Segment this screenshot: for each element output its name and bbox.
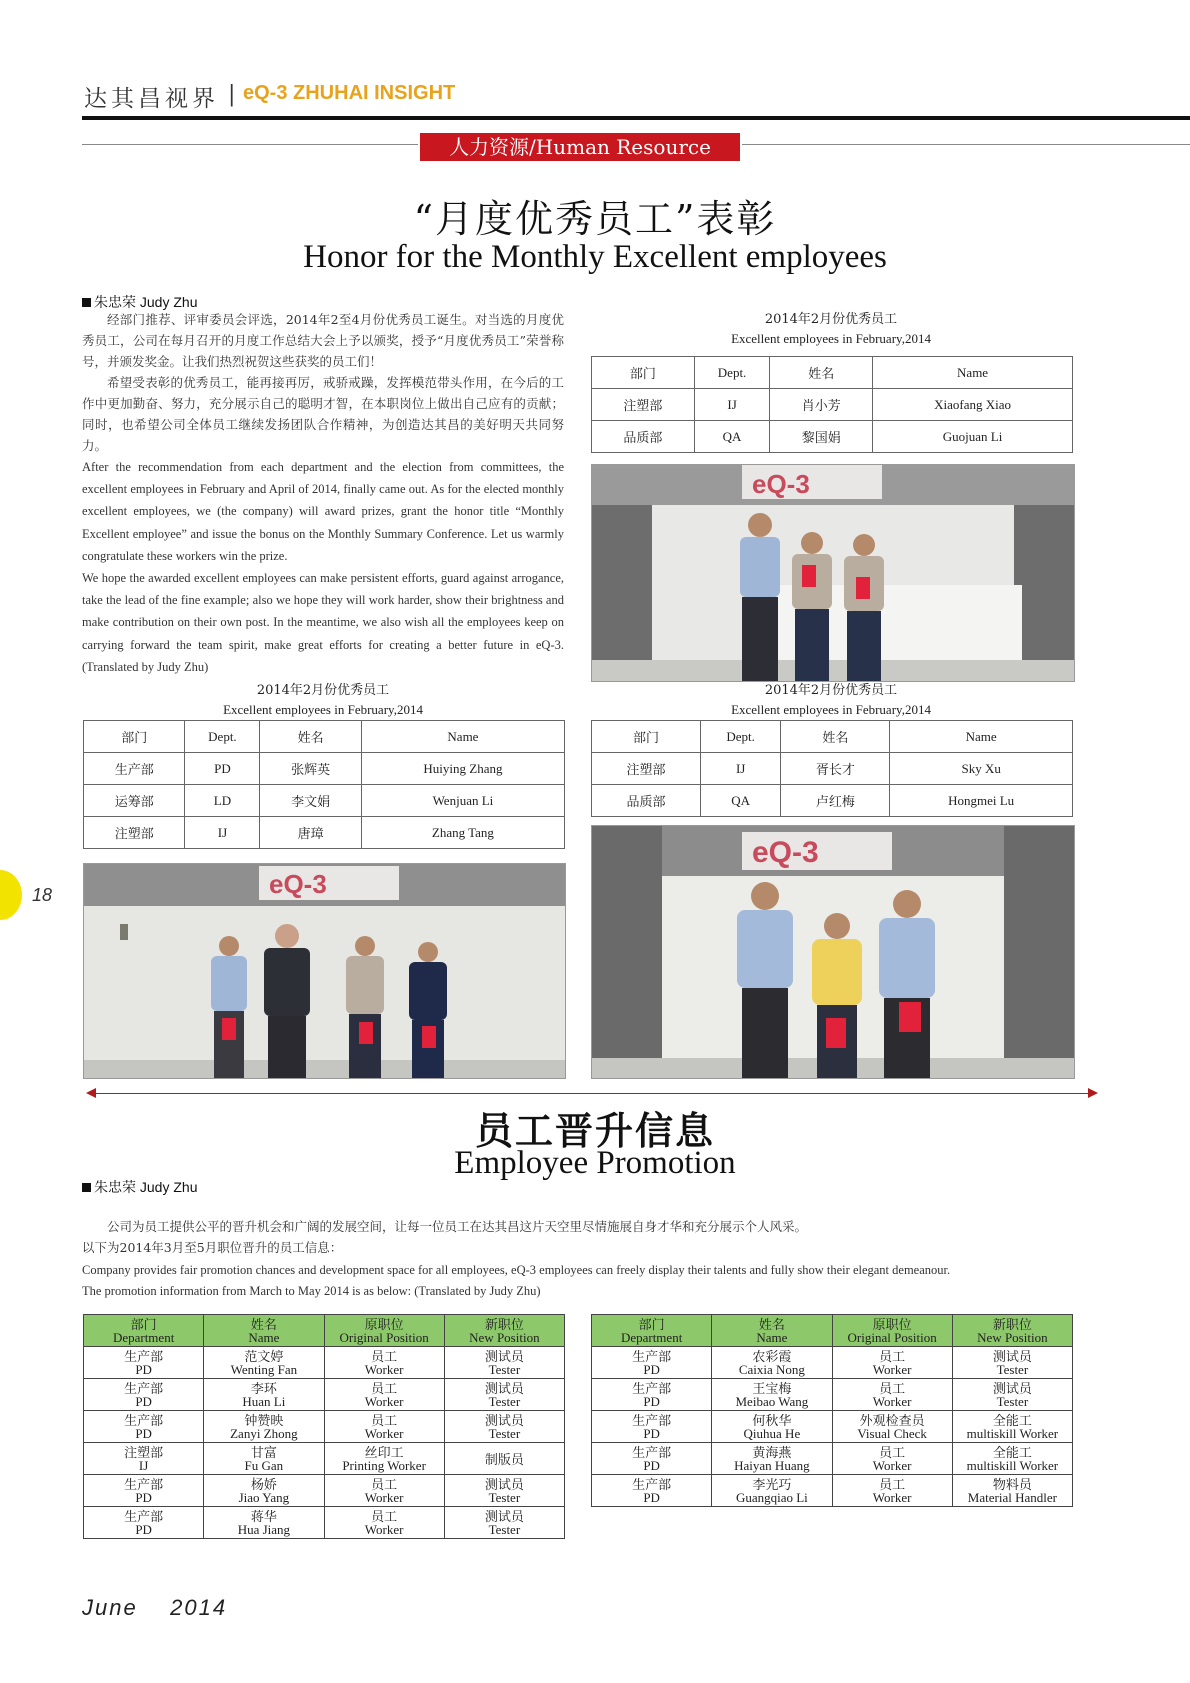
cell-cn: 杨娇 (250, 1477, 277, 1492)
byline-text: 朱忠荣 Judy Zhu (94, 294, 198, 310)
cell-en: Original Position (847, 1330, 937, 1345)
table-header-row (592, 721, 1073, 753)
award-photo-3-drawing (592, 826, 1074, 1078)
cell-cn: 测试员 (484, 1509, 524, 1524)
award-table-3 (591, 720, 1073, 817)
award-photo-2 (83, 863, 566, 1079)
issue-month: June (82, 1595, 138, 1620)
byline-square-icon (82, 1183, 91, 1192)
promotion-title-cn: 员工晋升信息 (474, 1108, 715, 1153)
table-cell (712, 1411, 832, 1443)
table-cell (444, 1315, 564, 1347)
cell-cn: 生产部 (124, 1509, 164, 1524)
table-cell (592, 1347, 712, 1379)
cell-cn: 部门 (638, 1317, 665, 1332)
cell-en: PD (643, 1426, 660, 1441)
cell-cn: 测试员 (484, 1381, 524, 1396)
person-figure (844, 534, 884, 681)
table-cell (204, 1475, 324, 1507)
byline (82, 1177, 197, 1197)
cell-cn: 生产部 (124, 1381, 164, 1396)
cell-en: New Position (469, 1330, 540, 1345)
intro-cn-1: 公司为员工提供公平的晋升机会和广阔的发展空间，让每一位员工在达其昌这片天空里尽情施展自身才华和充分展示个人风采。 (107, 1219, 808, 1234)
table-row (84, 817, 565, 849)
table-caption-en: Excellent employees in February,2014 (223, 702, 423, 717)
cell-cn: 生产部 (632, 1477, 672, 1492)
table-cell (84, 1347, 204, 1379)
table-cell: Zhang Tang (361, 817, 564, 849)
table-row (592, 1379, 1073, 1411)
cell-cn: 员工 (879, 1381, 906, 1396)
table-cell: QA (694, 421, 770, 453)
table-row (84, 1411, 565, 1443)
table-cell (84, 1475, 204, 1507)
cell-en: Tester (488, 1426, 521, 1441)
arrow-left-icon (86, 1088, 96, 1098)
cell-en: PD (135, 1490, 152, 1505)
header-cell: 部门 (84, 721, 185, 753)
cell-cn: 钟赞映 (244, 1413, 284, 1428)
table-cell (324, 1315, 444, 1347)
header-cell: 姓名 (260, 721, 361, 753)
award-photo-1-drawing (592, 465, 1074, 681)
table-cell: PD (185, 753, 260, 785)
byline-square-icon (82, 298, 91, 307)
cell-en: PD (135, 1394, 152, 1409)
table-row (84, 785, 565, 817)
cell-en: Department (620, 1330, 683, 1345)
cell-cn: 员工 (371, 1477, 398, 1492)
header-cell: 姓名 (770, 357, 873, 389)
cell-en: Meibao Wang (735, 1394, 809, 1409)
byline-text: 朱忠荣 Judy Zhu (94, 1179, 198, 1195)
paragraph-cn-2: 希望受表彰的优秀员工，能再接再厉，戒骄戒躁，发挥模范带头作用，在今后的工作中更加勤奋、努力，充分展示自己的聪明才智，在本职岗位上做出自己应有的贡献；同时，也希望公司全体员工继续发扬团队合作精神，为创造达其昌的美好明天共同努力。 (82, 375, 564, 453)
section-tag: 人力资源/Human Resource (420, 133, 740, 161)
issue-year: 2014 (170, 1595, 228, 1620)
table-cell (952, 1443, 1072, 1475)
table-header-row (84, 721, 565, 753)
header-separator: | (228, 82, 236, 107)
cell-cn: 注塑部 (124, 1445, 164, 1460)
cell-en: Worker (364, 1426, 404, 1441)
header-cell: Name (890, 721, 1073, 753)
cell-cn: 测试员 (992, 1349, 1032, 1364)
section-divider (92, 1093, 1092, 1094)
table-cell: 肖小芳 (770, 389, 873, 421)
table-cell (592, 1443, 712, 1475)
paragraph-en-1: After the recommendation from each department and the election from committees, the excellent employees in February and April of 2014, finally came out. As for the elected monthly excellent employees, we (the company) will award prizes, grant the honor title “Monthly Excellent employee” and issue the bonus on the Monthly Summary Conference. Let us warmly congratulate these workers win the prize. (82, 460, 564, 563)
cell-en: Fu Gan (244, 1458, 284, 1473)
cell-en: Qiuhua He (743, 1426, 801, 1441)
cell-en: Worker (364, 1362, 404, 1377)
cell-cn: 制版员 (484, 1451, 524, 1467)
issue-date (82, 1595, 227, 1621)
cell-cn: 生产部 (124, 1413, 164, 1428)
cell-cn: 测试员 (992, 1381, 1032, 1396)
table-cell (84, 1507, 204, 1539)
table-cell: Hongmei Lu (890, 785, 1073, 817)
table-cell: IJ (700, 753, 780, 785)
cell-cn: 李环 (250, 1381, 277, 1396)
table-cell (444, 1475, 564, 1507)
table-cell (952, 1411, 1072, 1443)
photo-logo-text: eQ-3 (752, 469, 810, 499)
intro-en-1: Company provides fair promotion chances and development space for all employees, eQ-3 employees can freely display their talents and fully show their elegant demeanour. (82, 1263, 951, 1277)
cell-en: Visual Check (857, 1426, 927, 1441)
table-cell (712, 1443, 832, 1475)
cell-cn: 生产部 (632, 1413, 672, 1428)
cell-cn: 原职位 (872, 1317, 912, 1332)
person-figure (409, 942, 447, 1078)
cell-en: New Position (977, 1330, 1048, 1345)
cell-cn: 新职位 (992, 1317, 1032, 1332)
table-caption-cn: 2014年2月份优秀员工 (764, 312, 898, 327)
cell-cn: 生产部 (632, 1381, 672, 1396)
award-photo-2-drawing (84, 864, 565, 1078)
cell-cn: 外观检查员 (859, 1413, 925, 1428)
table-cell (324, 1411, 444, 1443)
table-cell (592, 1379, 712, 1411)
promotion-title-en: Employee Promotion (454, 1145, 736, 1181)
table-cell (84, 1411, 204, 1443)
cell-en: Huan Li (242, 1394, 286, 1409)
cell-en: Tester (488, 1394, 521, 1409)
cell-cn: 李光巧 (752, 1477, 792, 1492)
table-cell: 生产部 (84, 753, 185, 785)
cell-en: Tester (488, 1490, 521, 1505)
table-cell: 胥长才 (781, 753, 890, 785)
table-row (84, 1443, 565, 1475)
award-photo-3 (591, 825, 1075, 1079)
cell-cn: 范文婷 (244, 1349, 284, 1364)
cell-cn: 生产部 (124, 1349, 164, 1364)
cell-en: PD (135, 1362, 152, 1377)
person-figure (740, 513, 780, 681)
cell-en: Department (112, 1330, 175, 1345)
table-cell (204, 1411, 324, 1443)
cell-cn: 何秋华 (752, 1413, 792, 1428)
table-cell: IJ (185, 817, 260, 849)
arrow-right-icon (1088, 1088, 1098, 1098)
table-cell (832, 1411, 952, 1443)
cell-cn: 生产部 (632, 1349, 672, 1364)
cell-cn: 甘富 (250, 1445, 277, 1460)
table-row (84, 1347, 565, 1379)
header-cell: Dept. (694, 357, 770, 389)
cell-cn: 新职位 (484, 1317, 524, 1332)
photo-logo-text: eQ-3 (269, 869, 327, 899)
table-cell: 黎国娟 (770, 421, 873, 453)
magazine-title-en: eQ-3 ZHUHAI INSIGHT (243, 82, 456, 104)
intro-cn-2: 以下为2014年3月至5月职位晋升的员工信息： (82, 1240, 343, 1255)
header-cell: 姓名 (781, 721, 890, 753)
table-cell: 注塑部 (592, 753, 701, 785)
table-cell: LD (185, 785, 260, 817)
cell-en: Worker (872, 1362, 912, 1377)
table-row (84, 1507, 565, 1539)
table-cell (324, 1475, 444, 1507)
table-caption-cn: 2014年2月份优秀员工 (256, 683, 390, 698)
cell-en: Worker (872, 1394, 912, 1409)
cell-cn: 丝印工 (364, 1445, 404, 1460)
table-cell (444, 1411, 564, 1443)
page-number: 18 (32, 885, 53, 905)
table-row (84, 1379, 565, 1411)
table-cell: Huiying Zhang (361, 753, 564, 785)
header-cell: 部门 (592, 721, 701, 753)
table-cell (444, 1507, 564, 1539)
table-cell (204, 1347, 324, 1379)
paragraph-cn-1: 经部门推荐、评审委员会评选，2014年2至4月份优秀员工诞生。对当选的月度优秀员工，公司在每月召开的月度工作总结大会上予以颁奖，授予“月度优秀员工”荣誉称号，并颁发奖金。让我们热烈祝贺这些获奖的员工们！ (82, 312, 564, 369)
cell-en: Zanyi Zhong (230, 1426, 298, 1441)
cell-en: Tester (996, 1362, 1029, 1377)
award-table-2 (83, 720, 565, 849)
cell-cn: 员工 (879, 1349, 906, 1364)
cell-cn: 测试员 (484, 1413, 524, 1428)
table-cell (832, 1443, 952, 1475)
cell-en: Name (756, 1330, 788, 1345)
article-title-cn: “月度优秀员工”表彰 (413, 197, 777, 241)
table-row (592, 1475, 1073, 1507)
cell-cn: 姓名 (250, 1317, 277, 1332)
cell-cn: 农彩霞 (752, 1349, 792, 1364)
table-cell: Sky Xu (890, 753, 1073, 785)
person-figure (211, 936, 247, 1078)
article-body (82, 309, 564, 678)
cell-cn: 姓名 (758, 1317, 785, 1332)
cell-cn: 员工 (371, 1349, 398, 1364)
paragraph-en-2: We hope the awarded excellent employees can make persistent efforts, guard against arrogance, take the lead of the fine example; also we hope they will work harder, show their brightness and make contribution on their own post. In the meantime, we also wish all the employees keep on carrying forward the team spirit, make great efforts for creating a better future in eQ-3. (Translated by Judy Zhu) (82, 571, 564, 674)
magazine-title-cn: 达其昌视界 (84, 86, 219, 112)
award-table-1 (591, 356, 1073, 453)
intro-en-2: The promotion information from March to May 2014 is as below: (Translated by Judy Zhu) (82, 1284, 541, 1298)
cell-cn: 员工 (371, 1381, 398, 1396)
table-cell (832, 1347, 952, 1379)
award-photo-1 (591, 464, 1075, 682)
cell-cn: 测试员 (484, 1477, 524, 1492)
table-cell (444, 1347, 564, 1379)
table-cell: Wenjuan Li (361, 785, 564, 817)
cell-en: Name (248, 1330, 280, 1345)
table-cell (444, 1379, 564, 1411)
cell-cn: 原职位 (364, 1317, 404, 1332)
table-cell: Guojuan Li (873, 421, 1073, 453)
table-row (592, 389, 1073, 421)
cell-en: PD (135, 1522, 152, 1537)
table-cell (324, 1379, 444, 1411)
table-row (592, 753, 1073, 785)
table-row (592, 421, 1073, 453)
person-figure (879, 890, 935, 1078)
cell-en: IJ (138, 1458, 149, 1473)
cell-en: Hua Jiang (237, 1522, 291, 1537)
table-cell (952, 1475, 1072, 1507)
table-cell (832, 1315, 952, 1347)
cell-en: Printing Worker (342, 1458, 426, 1473)
cell-cn: 物料员 (992, 1477, 1032, 1492)
table-header-row (592, 357, 1073, 389)
table-cell (832, 1475, 952, 1507)
table-row (592, 785, 1073, 817)
table-cell: QA (700, 785, 780, 817)
table-cell (592, 1475, 712, 1507)
table-header-row (592, 1315, 1073, 1347)
photo-logo-text: eQ-3 (752, 836, 819, 869)
table-cell (324, 1347, 444, 1379)
table-cell (712, 1475, 832, 1507)
table-cell: 卢红梅 (781, 785, 890, 817)
header-cell: Name (361, 721, 564, 753)
cell-cn: 员工 (371, 1509, 398, 1524)
cell-cn: 员工 (371, 1413, 398, 1428)
cell-en: PD (643, 1362, 660, 1377)
cell-cn: 黄海燕 (752, 1445, 792, 1460)
table-cell: 品质部 (592, 421, 695, 453)
cell-en: Guangqiao Li (735, 1490, 808, 1505)
table-caption-en: Excellent employees in February,2014 (731, 331, 931, 346)
cell-cn: 生产部 (124, 1477, 164, 1492)
promotion-intro (82, 1216, 1082, 1302)
cell-en: Worker (872, 1458, 912, 1473)
cell-en: Tester (996, 1394, 1029, 1409)
cell-en: Worker (364, 1490, 404, 1505)
cell-en: multiskill Worker (966, 1426, 1059, 1441)
cell-en: PD (135, 1426, 152, 1441)
table-cell (84, 1315, 204, 1347)
table-header-row (84, 1315, 565, 1347)
header-cell: Dept. (700, 721, 780, 753)
table-row (84, 1475, 565, 1507)
table-cell (712, 1315, 832, 1347)
table-cell (204, 1443, 324, 1475)
header-rule (82, 116, 1190, 120)
header-cell: 部门 (592, 357, 695, 389)
table-cell (592, 1315, 712, 1347)
table-cell: 张辉英 (260, 753, 361, 785)
table-cell (204, 1379, 324, 1411)
table-cell (84, 1379, 204, 1411)
table-cell: 运筹部 (84, 785, 185, 817)
table-cell: 唐璋 (260, 817, 361, 849)
cell-en: Jiao Yang (238, 1490, 290, 1505)
header-cell: Name (873, 357, 1073, 389)
person-figure (346, 936, 384, 1078)
cell-cn: 部门 (130, 1317, 157, 1332)
promotion-table-left (83, 1314, 565, 1539)
cell-en: Worker (872, 1490, 912, 1505)
table-cell (712, 1379, 832, 1411)
table-cell (592, 1411, 712, 1443)
table-cell: IJ (694, 389, 770, 421)
table-cell: Xiaofang Xiao (873, 389, 1073, 421)
cell-en: Haiyan Huang (734, 1458, 810, 1473)
cell-en: Worker (364, 1522, 404, 1537)
cell-en: Material Handler (967, 1490, 1057, 1505)
table-cell: 注塑部 (84, 817, 185, 849)
table-cell: 注塑部 (592, 389, 695, 421)
cell-cn: 员工 (879, 1445, 906, 1460)
cell-en: Original Position (339, 1330, 429, 1345)
cell-en: multiskill Worker (966, 1458, 1059, 1473)
table-cell (952, 1379, 1072, 1411)
cell-cn: 测试员 (484, 1349, 524, 1364)
person-figure (737, 882, 793, 1078)
table-row (592, 1347, 1073, 1379)
cell-cn: 蒋华 (250, 1509, 277, 1524)
table-cell (712, 1347, 832, 1379)
header-cell: Dept. (185, 721, 260, 753)
cell-cn: 生产部 (632, 1445, 672, 1460)
table-caption-en: Excellent employees in February,2014 (731, 702, 931, 717)
person-figure (792, 532, 832, 681)
table-cell: 李文娟 (260, 785, 361, 817)
cell-en: PD (643, 1458, 660, 1473)
table-row (84, 753, 565, 785)
table-row (592, 1443, 1073, 1475)
cell-cn: 王宝梅 (752, 1381, 792, 1396)
cell-cn: 全能工 (992, 1413, 1032, 1428)
table-caption-cn: 2014年2月份优秀员工 (764, 683, 898, 698)
article-title-en: Honor for the Monthly Excellent employees (303, 239, 887, 275)
table-cell (444, 1443, 564, 1475)
table-cell: 品质部 (592, 785, 701, 817)
cell-cn: 全能工 (992, 1445, 1032, 1460)
cell-en: Tester (488, 1522, 521, 1537)
cell-en: Caixia Nong (738, 1362, 805, 1377)
cell-cn: 员工 (879, 1477, 906, 1492)
cell-en: PD (643, 1394, 660, 1409)
table-cell (952, 1347, 1072, 1379)
cell-en: Worker (364, 1394, 404, 1409)
table-cell (204, 1315, 324, 1347)
table-cell (84, 1443, 204, 1475)
table-cell (204, 1507, 324, 1539)
table-cell (952, 1315, 1072, 1347)
table-cell (324, 1443, 444, 1475)
page-number-dot (0, 870, 22, 920)
table-cell (324, 1507, 444, 1539)
table-cell (832, 1379, 952, 1411)
cell-en: Wenting Fan (230, 1362, 298, 1377)
promotion-table-right (591, 1314, 1073, 1507)
table-row (592, 1411, 1073, 1443)
cell-en: Tester (488, 1362, 521, 1377)
cell-en: PD (643, 1490, 660, 1505)
